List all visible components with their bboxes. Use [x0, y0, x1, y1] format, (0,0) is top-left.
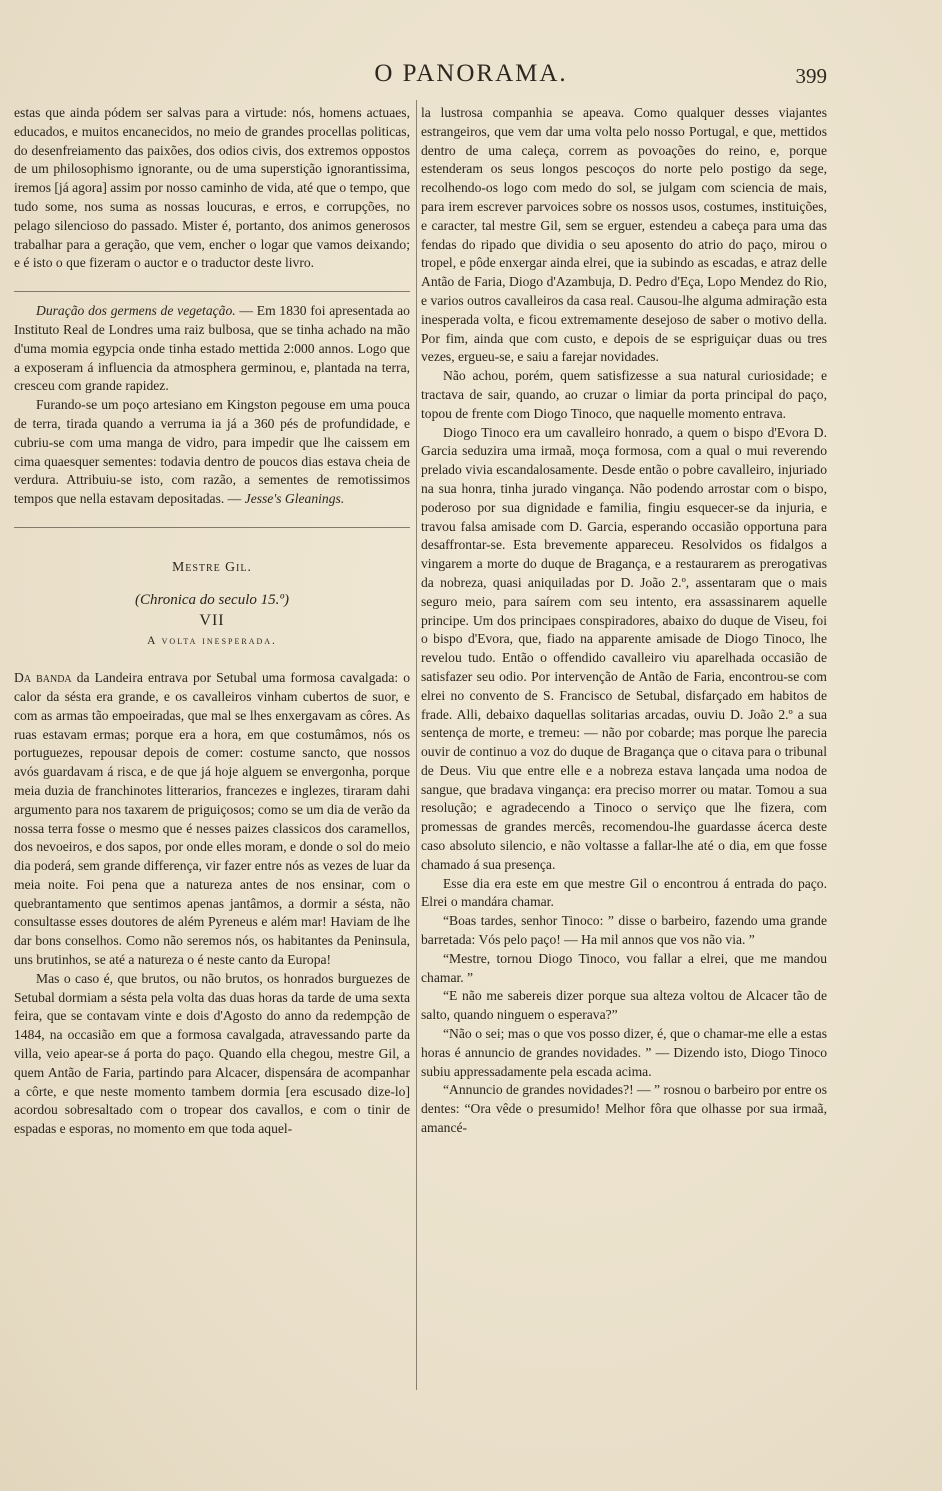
paragraph-lead: Da banda	[14, 670, 72, 686]
chapter-title: A volta inesperada.	[147, 635, 277, 648]
right-paragraph-1: la lustrosa companhia se apeava. Como qualquer desses viajantes estrangeiros, que vem dar uma volta pelo nosso Portugal, e que, mettidos dentro de uma caleça, correm as povoações do reino, e, porque estenderam os seus longos pescoços do norte pelo postigo da sege, recolhendo-os logo com medo do sol, se julgam com sciencia de mais, para irem escrever parvoices sobre os nossos usos, costumes, instituições, e caracter, tal mestre Gil, sem se erguer, estendeu a cabeça para uma das fendas do ripado que dividia o seu aposento do atrio do paço, mirou o tropel, e pôde enxergar ainda elrei, que ia subindo as escadas, e atraz delle Antão de Faria, Diogo d'Azambuja, D. Pedro d'Eça, Lopo Mendez do Rio, e varios outros cavalleiros da casa real. Causou-lhe alguma admiração esta inesperada volta, e ficou extremamente desejoso de saber o motivo della. Por fim, ainda que com custo, e depois de se espriguiçar duas ou tres vezes, ergueu-se, e saiu a farejar novidades.	[421, 105, 827, 365]
left-paragraph-4	[14, 669, 410, 970]
right-column	[421, 104, 827, 1477]
page-number: 399	[795, 64, 827, 88]
section-title: Mestre Gil.	[172, 558, 252, 574]
source-citation: Jesse's Gleanings.	[244, 491, 345, 507]
right-paragraph-2: Não achou, porém, quem satisfizesse a sua natural curiosidade; e tractava de sair, quando, ao cruzar o limiar da porta principal do paço, topou de frente com Diogo Tinoco, que naquelle momento entrava.	[421, 368, 827, 421]
right-paragraph-3: Diogo Tinoco era um cavalleiro honrado, a quem o bispo d'Evora D. Garcia seduzira uma irmaã, moça formosa, com a qual o mui reverendo prelado vivia escandalosamente. Desde então o pobre cavalleiro, injuriado na sua honra, tinha jurado vingança. Não podendo arrostar com o bispo, poderoso por sua dignidade e familia, fingiu esquecer-se da injuria, e travou falsa amisade com D. Garcia, esperando occasião opportuna para desaffrontar-se. Esta brevemente appareceu. Resolvidos os fidalgos a vingarem a morte do duque de Bragança, e a restaurarem as prerogativas da nobreza, quasi aniquiladas por D. João 2.º, assentaram que o mais seguro meio, para saírem com seu intento, era assassinarem aquelle principe. Um dos principaes conspiradores, abaixo do duque de Viseu, foi o bispo d'Evora, que, fiado na apparente amisade de Diogo Tinoco, lhe revelou tudo. Então o offendido cavalleiro viu aparelhada occasião de satisfazer seu odio. Por intervenção de Antão de Faria, encontrou-se com elrei no convento de S. Francisco de Setubal, disfarçado em habitos de frade. Alli, debaixo daquellas solitarias arcadas, ouviu D. João 2.º a sua sentença de morte, e tremeu: — não por cobarde; mas porque lhe parecia ouvir de continuo a voz do duque de Bragança que o citava para o tribunal de Deus. Viu que entre elle e a nobreza estava lançada uma nodoa de sangue, que bradava vingança: era preciso morrer ou matar. Tomou a sua resolução; e agradecendo a Tinoco o serviço que lhe fizera, com promessas de grandes mercês, recomendou-lhe guardasse ácerca deste caso absoluto silencio, e não voltasse a fallar-lhe até o dia, em que fosse chamado á sua presença.	[421, 424, 827, 872]
section-subtitle: (Chronica do seculo 15.º)	[134, 591, 290, 608]
article-heading-duracao: Duração dos germens de vegetação.	[36, 303, 236, 319]
right-paragraph-8: “Não o sei; mas o que vos posso dizer, é, que o chamar-me elle a estas horas é annuncio de grandes novidades. ” — Dizendo isto, Diogo Tinoco subiu appressadamente pela escada acima.	[421, 1026, 827, 1079]
left-paragraph-3	[14, 396, 410, 509]
chapter-number: VII	[199, 611, 225, 629]
running-head	[0, 60, 942, 90]
left-paragraph-3-text: Furando-se um poço artesiano em Kingston pegouse em uma pouca de terra, tirada quando a verruma ia já a 360 pés de profundidade, e cubriu-se com uma manga de vidro, para impedir que lhe caissem em cima quaesquer sementes: todavia dentro de poucos dias estava cheia de verdura. Attribuiu-se isto, com razão, a sementes de remotissimos tempos que nella estavam depositadas. —	[14, 397, 410, 507]
right-paragraph-5: “Boas tardes, senhor Tinoco: ” disse o barbeiro, fazendo uma grande barretada: Vós pelo paço! — Ha mil annos que vos não via. ”	[421, 913, 827, 948]
left-paragraph-4-text: da Landeira entrava por Setubal uma formosa cavalgada: o calor da sésta era grande, e os cavalleiros vinham cubertos de suor, e com as armas tão empoeiradas, que mal se lhes enxergavam as côres. As ruas estavam ermas; porque era a hora, em que costumâmos, nós os portuguezes, repousar depois de comer: costume sancto, que nossos avós guardavam á risca, e de que já hoje alguem se envergonha, porque meia duzia de franchinotes litterarios, francezes e inglezes, tiraram dahi argumento para nos taxarem de priguiçosos; como se um dia de verão da nossa terra fosse o mesmo que é nesses paizes classicos dos caramellos, dos nevoeiros, e dos sapos, por onde elles moram, e donde o sol do meio dia poderá, sem grande differença, vir fazer entre nós as vezes de luar da meia noite. Foi pena que a natureza antes de nos ensinar, com o quebrantamento que sentimos apenas jantâmos, a dormir a sésta, não consultasse esses doutores de além Pyreneus e além mar! Haviam de lhe dar bons conselhos. Como não seremos nós, os habitantes da Peninsula, uns brutinhos, se até a natureza o é neste canto da Europa!	[14, 670, 410, 968]
left-paragraph-2	[14, 302, 410, 396]
column-divider	[416, 100, 417, 1390]
section-rule-2	[14, 527, 410, 528]
right-paragraph-4: Esse dia era este em que mestre Gil o encontrou á entrada do paço. Elrei o mandára chamar.	[421, 875, 827, 910]
left-paragraph-2-text: — Em 1830 foi apresentada ao Instituto Real de Londres uma raiz bulbosa, que se tinha achado na mão d'uma momia egypcia onde tinha estado mettida 2:000 annos. Logo que a exposeram á influencia da atmosphera germinou, e, plantada na terra, cresceu com grande rapidez.	[14, 303, 410, 394]
right-paragraph-9: “Annuncio de grandes novidades?! — ” rosnou o barbeiro por entre os dentes: “Ora vêde o presumido! Melhor fôra que olhasse por sua irmaã, amancé-	[421, 1082, 827, 1136]
left-paragraph-5: Mas o caso é, que brutos, ou não brutos, os honrados burguezes de Setubal dormiam a sésta pela volta das duas horas da tarde de uma sexta feira, que se contavam vinte e dois d'Agosto do anno da redempção de 1484, na occasião em que a formosa cavalgada, atravessando parte da villa, veio apear-se á porta do paço. Quando ella chegou, mestre Gil, a quem Antão de Faria, partindo para Alcacer, dispensára de acompanhar a côrte, e que neste momento tambem dormia [era escusado dize-lo] acordou sobresaltado com o tropear dos cavallos, e com o tinir de espadas e esporas, no momento em que toda aquel-	[14, 970, 410, 1137]
left-paragraph-1: estas que ainda pódem ser salvas para a virtude: nós, homens actuaes, educados, e muitos encanecidos, no meio de grandes procellas politicas, do desenfreiamento das paixões, dos odios civis, dos extremos oppostos de um philosophismo ignorante, ou de uma superstição ignorantissima, iremos [já agora] assim por nosso caminho de vida, até que o tempo, que tudo some, nos suma as nossas loucuras, e erros, e corrupções, no pelago silencioso do passado. Mister é, portanto, dos animos generosos trabalhar para a geração, que vem, encher o logar que vamos deixando; e é isto o que fizeram o auctor e o traductor deste livro.	[14, 105, 410, 271]
right-paragraph-7: “E não me sabereis dizer porque sua alteza voltou de Alcacer tão de salto, quando ninguem o esperava?”	[421, 988, 827, 1023]
journal-title: O PANORAMA.	[374, 60, 568, 87]
section-rule	[14, 291, 410, 292]
left-column	[14, 104, 410, 1477]
right-paragraph-6: “Mestre, tornou Diogo Tinoco, vou fallar a elrei, que me mandou chamar. ”	[421, 950, 827, 985]
